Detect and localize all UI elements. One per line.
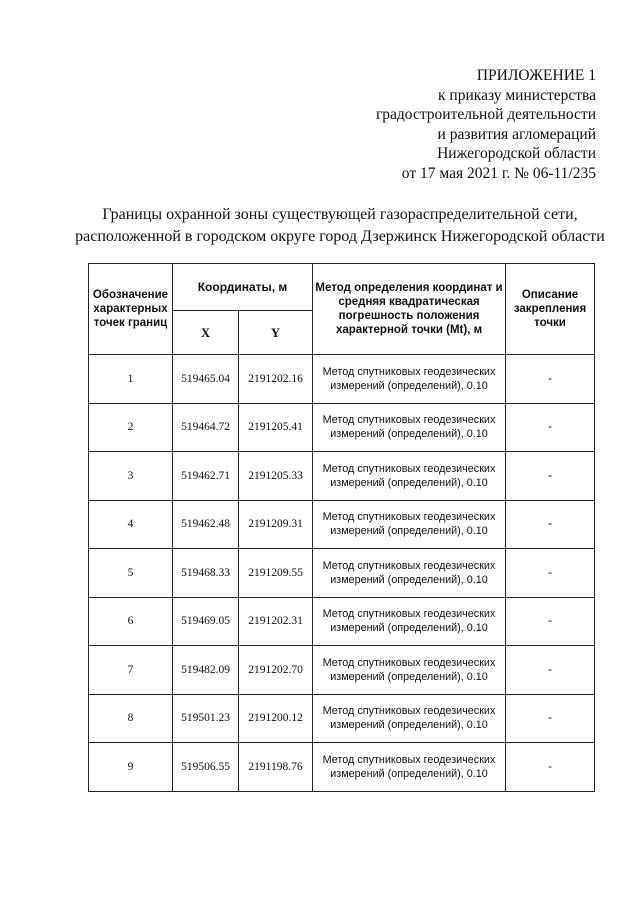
x-cell: 519462.48	[173, 500, 239, 549]
point-cell: 9	[89, 743, 173, 792]
point-cell: 5	[89, 549, 173, 598]
document-title	[60, 204, 620, 248]
description-cell: -	[506, 355, 595, 404]
table-row	[89, 403, 595, 452]
method-cell: Метод спутниковых геодезических измерений (определений), 0.10	[313, 597, 506, 646]
header-point: Обозначение характерных точек границ	[89, 264, 173, 355]
table-body	[89, 355, 595, 792]
table-row	[89, 355, 595, 404]
method-cell: Метод спутниковых геодезических измерений (определений), 0.10	[313, 403, 506, 452]
point-cell: 6	[89, 597, 173, 646]
x-cell: 519462.71	[173, 452, 239, 501]
method-cell: Метод спутниковых геодезических измерений (определений), 0.10	[313, 500, 506, 549]
title-line-1: Границы охранной зоны существующей газораспределительной сети,	[102, 206, 578, 223]
description-cell: -	[506, 549, 595, 598]
x-cell: 519469.05	[173, 597, 239, 646]
description-cell: -	[506, 452, 595, 501]
ministry-line-2: и развития агломераций	[437, 125, 596, 143]
table-row	[89, 694, 595, 743]
description-cell: -	[506, 597, 595, 646]
point-cell: 2	[89, 403, 173, 452]
x-cell: 519482.09	[173, 646, 239, 695]
method-cell: Метод спутниковых геодезических измерений (определений), 0.10	[313, 743, 506, 792]
table-row	[89, 743, 595, 792]
header-x: X	[173, 311, 239, 355]
header-description: Описание закрепления точки	[506, 264, 595, 355]
method-cell: Метод спутниковых геодезических измерений (определений), 0.10	[313, 694, 506, 743]
method-cell: Метод спутниковых геодезических измерений (определений), 0.10	[313, 646, 506, 695]
description-cell: -	[506, 403, 595, 452]
point-cell: 7	[89, 646, 173, 695]
point-cell: 8	[89, 694, 173, 743]
x-cell: 519506.55	[173, 743, 239, 792]
table-row	[89, 597, 595, 646]
table-row	[89, 549, 595, 598]
header-method: Метод определения координат и средняя квадратическая погрешность положения характерной точки (Mt), м	[313, 264, 506, 355]
method-cell: Метод спутниковых геодезических измерений (определений), 0.10	[313, 452, 506, 501]
method-cell: Метод спутниковых геодезических измерений (определений), 0.10	[313, 355, 506, 404]
order-date: от 17 мая 2021 г. № 06-11/235	[401, 164, 596, 182]
ministry-line-1: градостроительной деятельности	[375, 106, 596, 124]
point-cell: 1	[89, 355, 173, 404]
y-cell: 2191205.33	[239, 452, 313, 501]
header-coordinates: Координаты, м	[173, 264, 313, 311]
description-cell: -	[506, 694, 595, 743]
header-y: Y	[239, 311, 313, 355]
point-cell: 4	[89, 500, 173, 549]
appendix-number: ПРИЛОЖЕНИЕ 1	[476, 67, 596, 84]
description-cell: -	[506, 743, 595, 792]
y-cell: 2191202.31	[239, 597, 313, 646]
y-cell: 2191202.70	[239, 646, 313, 695]
y-cell: 2191209.55	[239, 549, 313, 598]
table-row	[89, 452, 595, 501]
appendix-header	[376, 66, 596, 184]
method-cell: Метод спутниковых геодезических измерений (определений), 0.10	[313, 549, 506, 598]
y-cell: 2191200.12	[239, 694, 313, 743]
description-cell: -	[506, 646, 595, 695]
boundary-points-table	[88, 263, 595, 792]
region-line: Нижегородской области	[437, 145, 596, 163]
x-cell: 519468.33	[173, 549, 239, 598]
x-cell: 519464.72	[173, 403, 239, 452]
y-cell: 2191205.41	[239, 403, 313, 452]
title-line-2: расположенной в городском округе город Дзержинск Нижегородской области	[75, 228, 605, 245]
order-ref-line: к приказу министерства	[438, 86, 596, 104]
point-cell: 3	[89, 452, 173, 501]
description-cell: -	[506, 500, 595, 549]
y-cell: 2191209.31	[239, 500, 313, 549]
x-cell: 519501.23	[173, 694, 239, 743]
table-row	[89, 646, 595, 695]
table-row	[89, 500, 595, 549]
y-cell: 2191202.16	[239, 355, 313, 404]
y-cell: 2191198.76	[239, 743, 313, 792]
x-cell: 519465.04	[173, 355, 239, 404]
